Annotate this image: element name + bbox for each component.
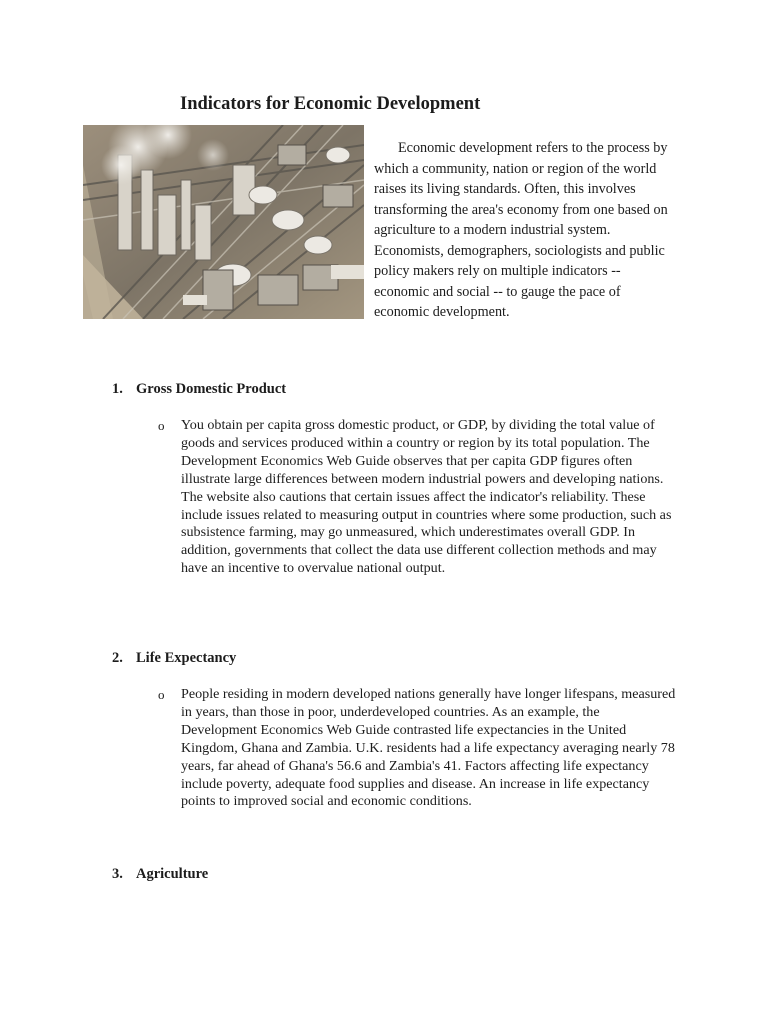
section-heading-gdp [112, 381, 286, 398]
section-title: Gross Domestic Product [136, 381, 287, 397]
section-heading-life-expectancy [112, 650, 236, 667]
bullet-circle-icon: o [158, 687, 165, 702]
section-title: Life Expectancy [136, 650, 237, 666]
section-number: 2. [112, 650, 123, 666]
section-number: 1. [112, 381, 123, 397]
bullet-text: People residing in modern developed nations generally have longer lifespans, measured in years, than those in poor, underdeveloped countries. As an example, the Development Economics Web Guide contrasted life expectancies in the United Kingdom, Ghana and Zambia. U.K. residents had a life expectancy averaging nearly 78 years, far ahead of Ghana's 56.6 and Zambia's 41. Factors affecting life expectancy include poverty, adequate food supplies and disease. An increase in life expectancy points to improved social and economic conditions. [181, 686, 676, 810]
document-title: Indicators for Economic Development [180, 94, 481, 114]
section-heading-agriculture [112, 866, 208, 883]
bullet-circle-icon: o [158, 418, 165, 433]
refinery-photo [83, 125, 364, 319]
section-title: Agriculture [136, 866, 209, 882]
intro-paragraph: Economic development refers to the process by which a community, nation or region of the world raises its living standards. Often, this involves transforming the area's economy from one based on agriculture to a modern industrial system. Economists, demographers, sociologists and public policy makers rely on multiple indicators -- economic and social -- to gauge the pace of economic development. [374, 140, 668, 320]
section-number: 3. [112, 866, 123, 882]
bullet-text: You obtain per capita gross domestic product, or GDP, by dividing the total value of goods and services produced within a country or region by its total population. The Development Economics Web Guide observes that per capita GDP figures often illustrate large differences between modern industrial powers and developing nations. The website also cautions that certain issues affect the indicator's reliability. These include issues related to measuring output in countries where some production, such as subsistence farming, may go unmeasured, which underestimates overall GDP. In addition, governments that collect the data use different collection methods and may have an incentive to overvalue national output. [181, 417, 672, 577]
